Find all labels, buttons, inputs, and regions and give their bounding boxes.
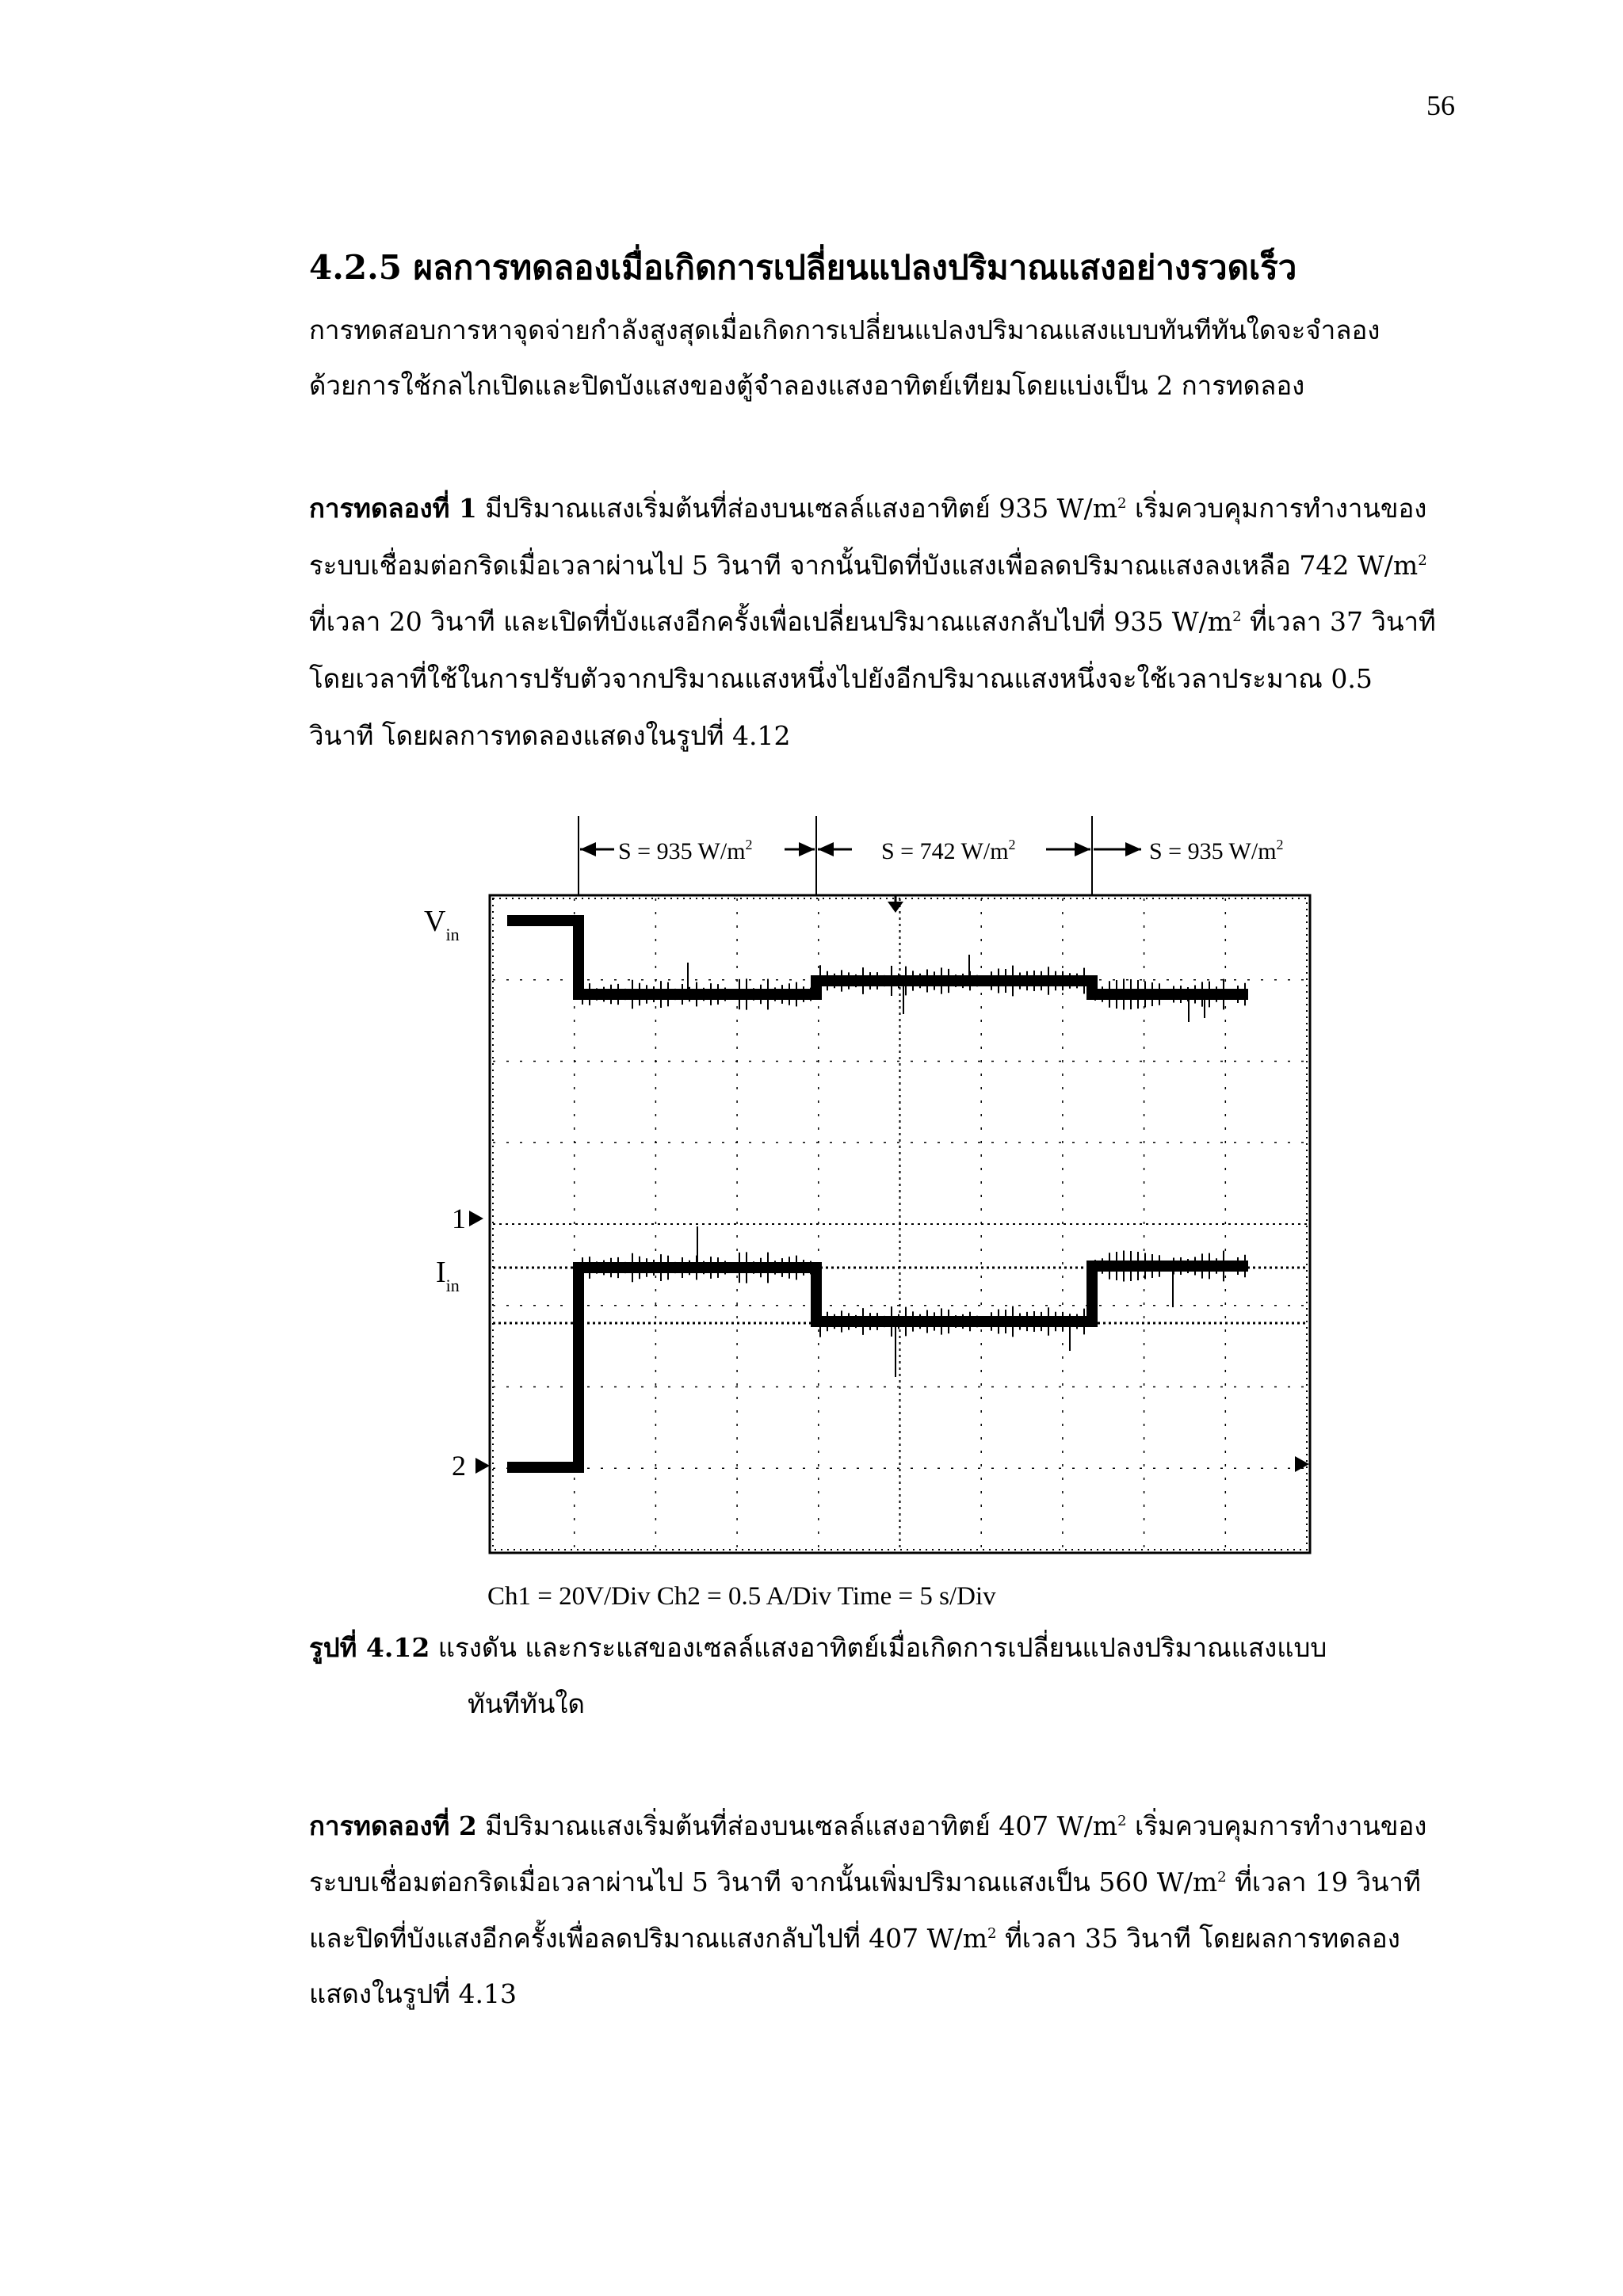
segment-label-3: S = 935 $W/m^2$ bbox=[1149, 837, 1284, 864]
exp2-text-1b: เริ่มควบคุมการทำงานของ bbox=[1126, 1810, 1427, 1841]
section-heading: 4.2.5 ผลการทดลองเมื่อเกิดการเปลี่ยนแปลงปริมาณแสงอย่างรวดเร็ว bbox=[309, 248, 1297, 287]
ch1-marker-arrow-icon bbox=[469, 1211, 483, 1226]
figure-caption-line-1 bbox=[309, 1634, 1327, 1661]
arrow-right-icon bbox=[1125, 842, 1141, 856]
sup: 2 bbox=[987, 1925, 997, 1942]
segment-label-1: S = 935 $W/m^2$ bbox=[618, 837, 753, 864]
exp1-text-1b: เริ่มควบคุมการทำงานของ bbox=[1126, 493, 1427, 524]
exp1-text-3a: ที่เวลา 20 วินาที และเปิดที่บังแสงอีกครั้งเพื่อเปลี่ยนปริมาณแสงกลับไปที่ 935 W/m bbox=[309, 606, 1233, 637]
exp2-text-3a: และปิดที่บังแสงอีกครั้งเพื่อลดปริมาณแสงกลับไปที่ 407 W/m bbox=[309, 1923, 987, 1954]
exp1-line-5: วินาที โดยผลการทดลองแสดงในรูปที่ 4.12 bbox=[309, 720, 791, 751]
exp1-text-2a: ระบบเชื่อมต่อกริดเมื่อเวลาผ่านไป 5 วินาที จากนั้นปิดที่บังแสงเพื่อลดปริมาณแสงลงเหลือ 742 W/m bbox=[309, 550, 1419, 581]
sup: 2 bbox=[1418, 552, 1427, 569]
arrow-right-icon bbox=[1075, 842, 1090, 856]
page-number: 56 bbox=[1426, 90, 1455, 121]
caption-label: รูปที่ 4.12 bbox=[309, 1632, 430, 1663]
iin-label: $I_{in}$ bbox=[436, 1256, 460, 1295]
exp2-text-1a: มีปริมาณแสงเริ่มต้นที่ส่องบนเซลล์แสงอาทิตย์ 407 W/m bbox=[476, 1810, 1118, 1841]
sup: 2 bbox=[1117, 495, 1127, 512]
exp2-line-1 bbox=[309, 1810, 1427, 1841]
exp1-text-3b: ที่เวลา 37 วินาที bbox=[1241, 606, 1436, 637]
figure-caption-line-2: ทันทีทันใด bbox=[468, 1688, 585, 1719]
ch2-marker-arrow-icon bbox=[475, 1458, 490, 1474]
iin-trace bbox=[507, 1266, 1248, 1467]
vin-label: $V_{in}$ bbox=[424, 905, 460, 944]
trigger-marker-icon bbox=[888, 902, 903, 913]
exp2-label: การทดลองที่ 2 bbox=[309, 1810, 477, 1841]
arrow-left-icon bbox=[818, 842, 834, 856]
exp2-text-2b: ที่เวลา 19 วินาที bbox=[1226, 1867, 1421, 1897]
exp2-line-2 bbox=[309, 1869, 1421, 1895]
exp2-text-3b: ที่เวลา 35 วินาที โดยผลการทดลอง bbox=[996, 1923, 1400, 1954]
arrow-left-icon bbox=[580, 842, 596, 856]
exp2-text-2a: ระบบเชื่อมต่อกริดเมื่อเวลาผ่านไป 5 วินาที จากนั้นเพิ่มปริมาณแสงเป็น 560 W/m bbox=[309, 1867, 1218, 1897]
vin-noise bbox=[582, 955, 1245, 1022]
segment-label-2: S = 742 $W/m^2$ bbox=[881, 837, 1016, 864]
caption-text-1: แรงดัน และกระแสของเซลล์แสงอาทิตย์เมื่อเกิดการเปลี่ยนแปลงปริมาณแสงแบบ bbox=[430, 1632, 1327, 1663]
exp2-line-3 bbox=[309, 1923, 1400, 1954]
sup: 2 bbox=[1217, 1869, 1227, 1886]
sup: 2 bbox=[1232, 608, 1242, 625]
iin-noise bbox=[582, 1226, 1245, 1377]
exp2-line-4: แสดงในรูปที่ 4.13 bbox=[309, 1978, 517, 2009]
ch2-marker: 2 bbox=[452, 1450, 466, 1482]
scale-text: Ch1 = 20V/Div Ch2 = 0.5 A/Div Time = 5 s/Div bbox=[487, 1582, 996, 1611]
sup: 2 bbox=[1117, 1813, 1127, 1829]
arrow-right-icon bbox=[799, 842, 815, 856]
exp1-line-4: โดยเวลาที่ใช้ในการปรับตัวจากปริมาณแสงหนึ่งไปยังอีกปริมาณแสงหนึ่งจะใช้เวลาประมาณ 0.5 bbox=[309, 663, 1373, 694]
ch1-marker: 1 bbox=[452, 1203, 466, 1234]
intro-line-1: การทดสอบการหาจุดจ่ายกำลังสูงสุดเมื่อเกิดการเปลี่ยนแปลงปริมาณแสงแบบทันทีทันใดจะจำลอง bbox=[309, 315, 1381, 345]
exp1-label: การทดลองที่ 1 bbox=[309, 493, 477, 524]
ch2-level-marker-icon bbox=[1295, 1456, 1309, 1472]
intro-line-2: ด้วยการใช้กลไกเปิดและปิดบังแสงของตู้จำลองแสงอาทิตย์เทียมโดยแบ่งเป็น 2 การทดลอง bbox=[309, 370, 1305, 401]
exp1-text-1a: มีปริมาณแสงเริ่มต้นที่ส่องบนเซลล์แสงอาทิตย์ 935 W/m bbox=[476, 493, 1118, 524]
